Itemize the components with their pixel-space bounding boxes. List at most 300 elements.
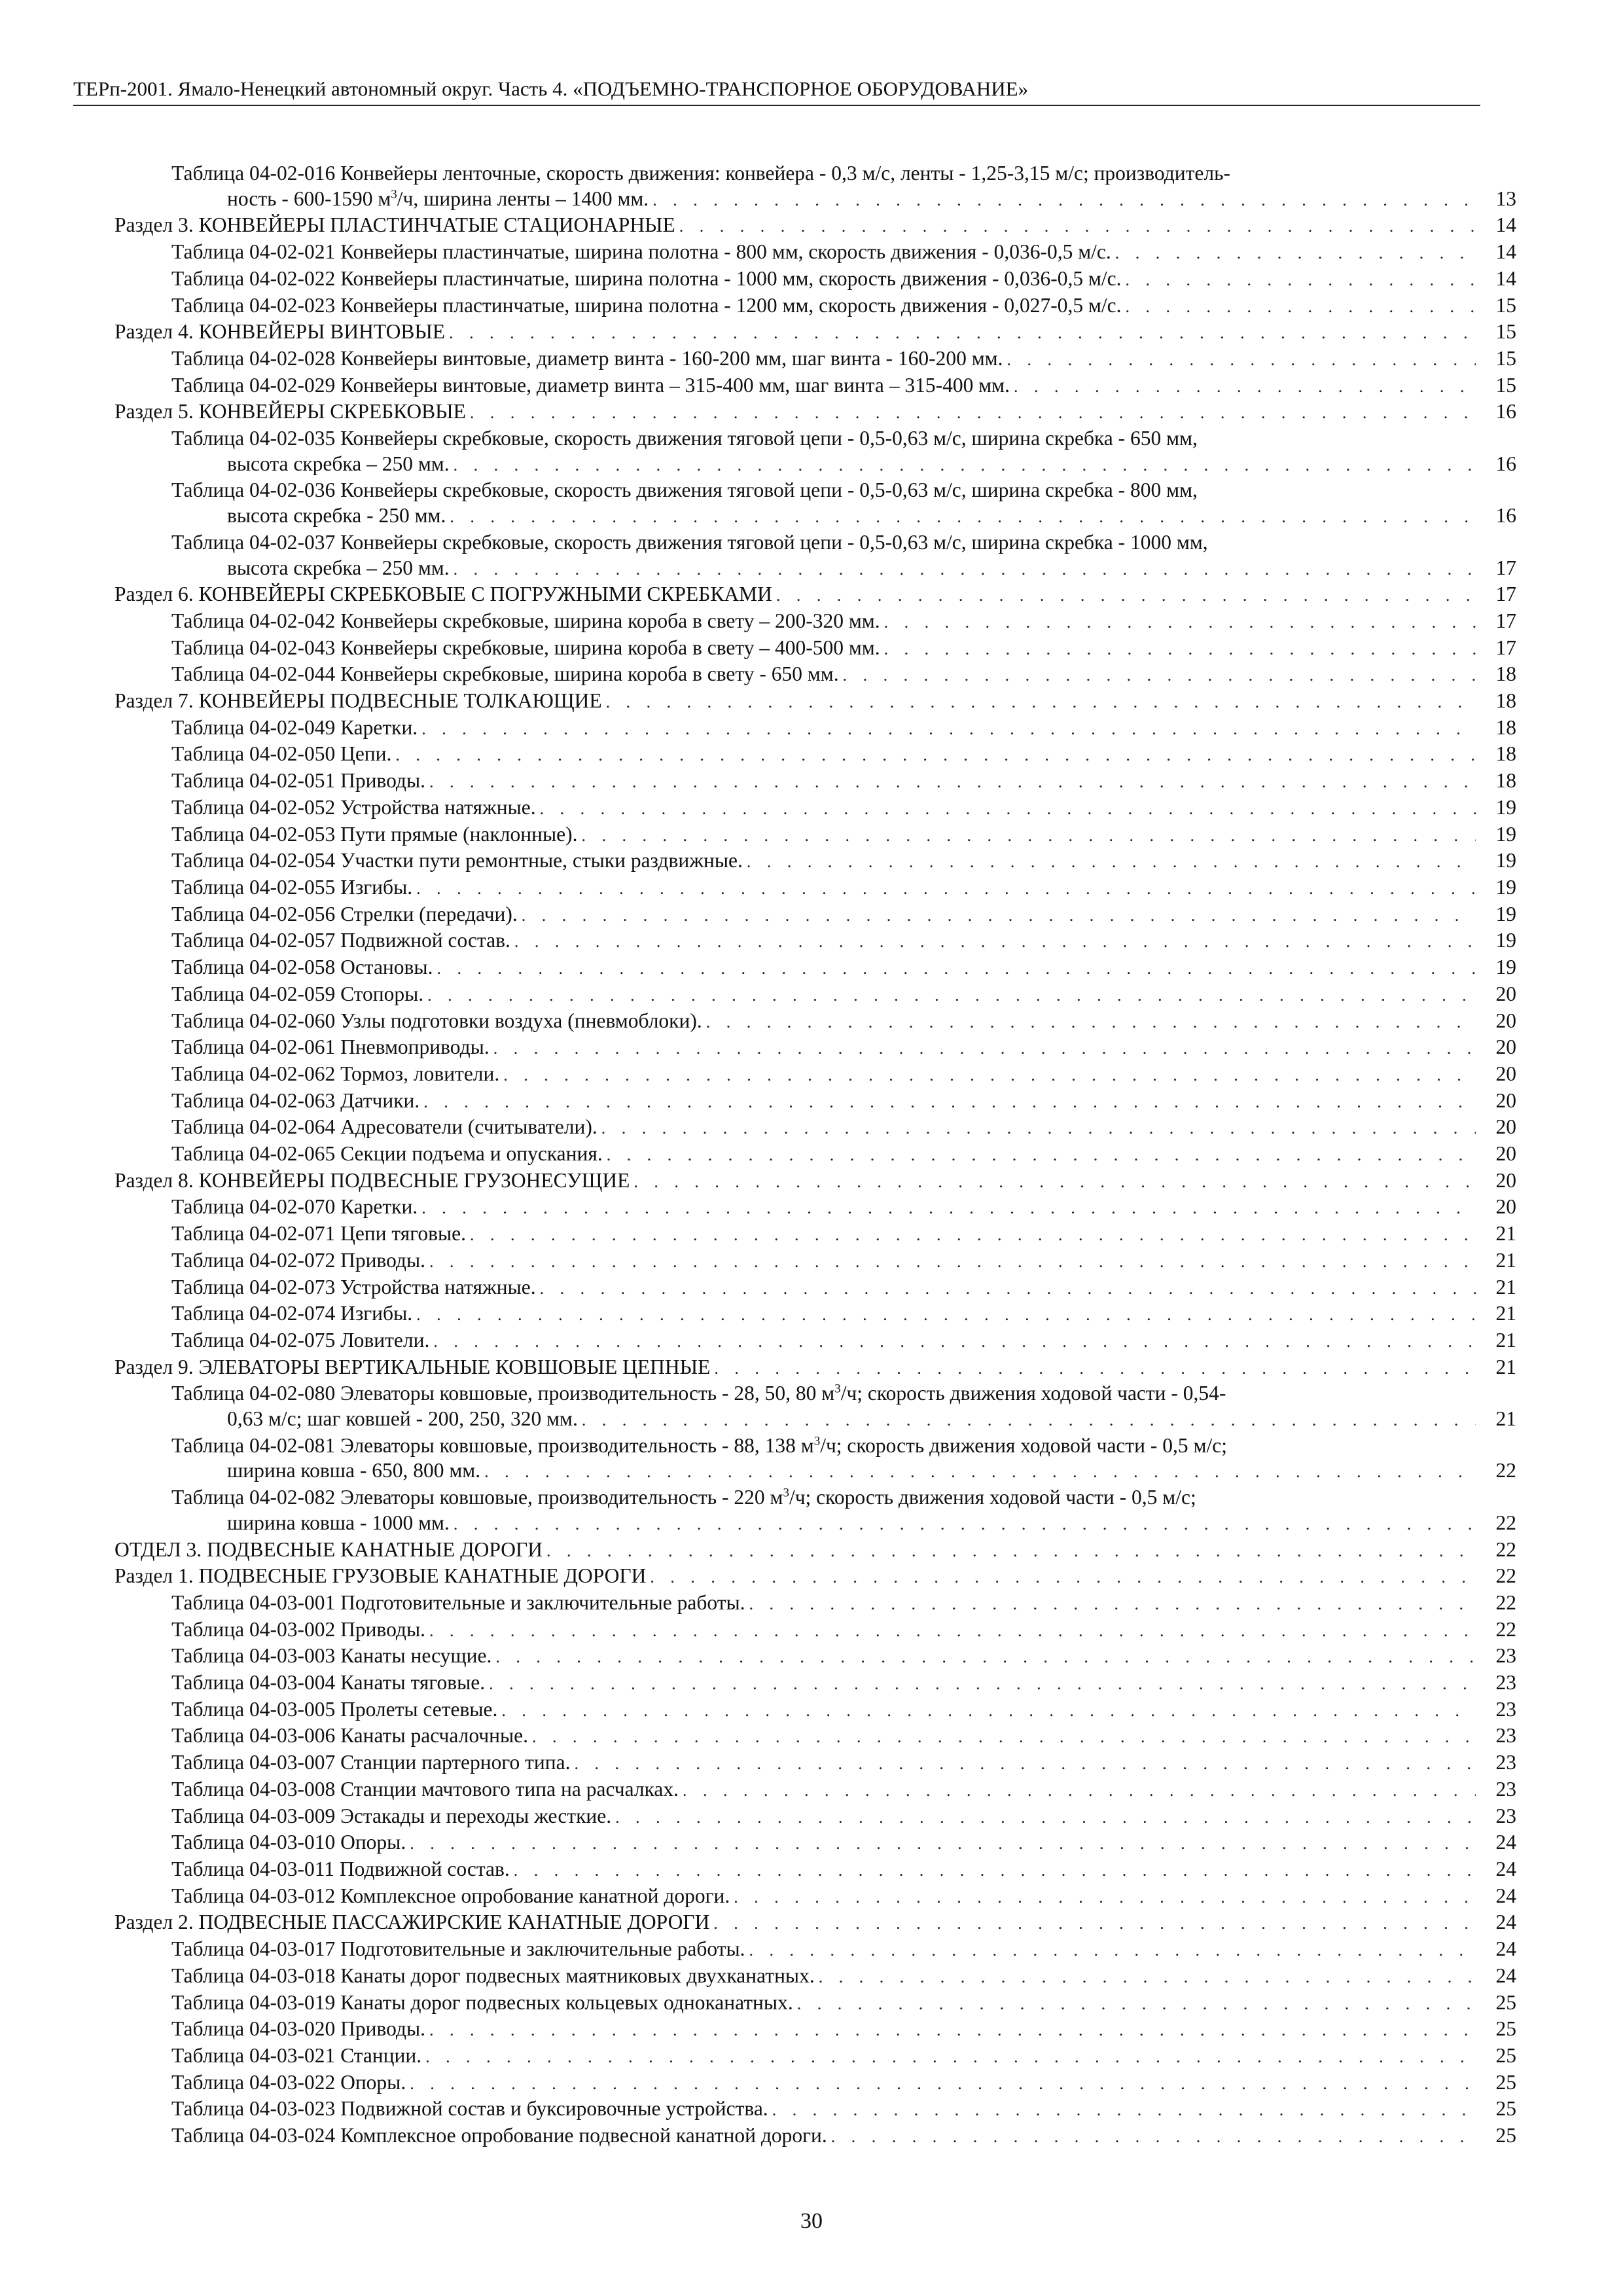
dot-leader bbox=[454, 453, 1476, 478]
page-ref: 23 bbox=[1495, 1644, 1516, 1668]
toc-table-entry[interactable] bbox=[115, 822, 1516, 849]
entry-first-line bbox=[171, 1381, 1516, 1407]
entry-text: Таблица 04-02-049 Каретки. bbox=[171, 715, 418, 739]
dot-leader bbox=[421, 1196, 1476, 1221]
entry-text: Таблица 04-02-035 Конвейеры скребковые, скорость движения тяговой цепи - 0,5-0,63 м/с, ширина скребка - 650 мм, bbox=[171, 427, 1198, 450]
toc-table-entry[interactable] bbox=[115, 2096, 1516, 2123]
entry-continuation bbox=[227, 452, 450, 477]
page-ref: 25 bbox=[1495, 2017, 1516, 2041]
toc-table-entry[interactable] bbox=[115, 955, 1516, 982]
toc-table-entry[interactable] bbox=[115, 1433, 1516, 1485]
entry-text: высота скребка – 250 мм. bbox=[227, 556, 450, 579]
toc-section-entry[interactable] bbox=[115, 213, 1516, 240]
dot-leader bbox=[429, 1249, 1476, 1275]
dot-leader bbox=[797, 1992, 1476, 2017]
dot-leader bbox=[652, 188, 1476, 213]
dot-leader bbox=[449, 321, 1476, 346]
page-ref: 22 bbox=[1495, 1564, 1516, 1588]
page-ref: 22 bbox=[1495, 1511, 1516, 1534]
page-ref: 24 bbox=[1495, 1884, 1516, 1907]
toc-table-entry[interactable] bbox=[115, 1275, 1516, 1302]
dot-leader bbox=[514, 1858, 1476, 1884]
page-ref: 18 bbox=[1495, 662, 1516, 686]
page-ref: 24 bbox=[1495, 1937, 1516, 1961]
entry-text: Таблица 04-03-005 Пролеты сетевые. bbox=[171, 1697, 498, 1721]
page-ref: 21 bbox=[1495, 1407, 1516, 1431]
entry-text: Таблица 04-02-072 Приводы. bbox=[171, 1248, 425, 1272]
toc-table-entry[interactable] bbox=[115, 636, 1516, 662]
page-ref: 16 bbox=[1495, 400, 1516, 423]
page-ref: 21 bbox=[1495, 1275, 1516, 1299]
toc-table-entry[interactable] bbox=[115, 1937, 1516, 1964]
toc-section-entry[interactable] bbox=[115, 1168, 1516, 1195]
entry-text: Раздел 3. КОНВЕЙЕРЫ ПЛАСТИНЧАТЫЕ СТАЦИОНАРНЫЕ bbox=[115, 213, 675, 237]
page-ref: 15 bbox=[1495, 293, 1516, 317]
page-ref: 15 bbox=[1495, 346, 1516, 370]
dot-leader bbox=[843, 663, 1476, 689]
dot-leader bbox=[540, 797, 1476, 822]
running-header: ТЕРп-2001. Ямало-Ненецкий автономный округ. Часть 4. «ПОДЪЕМНО-ТРАНСПОРНОЕ ОБОРУДОВАНИЕ» bbox=[73, 76, 1480, 106]
page-ref: 19 bbox=[1495, 956, 1516, 979]
page-ref: 14 bbox=[1495, 266, 1516, 290]
toc-table-entry[interactable] bbox=[115, 1590, 1516, 1617]
dot-leader bbox=[416, 876, 1476, 902]
dot-leader bbox=[454, 557, 1476, 583]
dot-leader bbox=[489, 1672, 1476, 1697]
entry-first-line bbox=[171, 161, 1516, 187]
dot-leader bbox=[1126, 295, 1476, 320]
page-number: 30 bbox=[800, 2209, 823, 2233]
page-ref: 20 bbox=[1495, 1115, 1516, 1139]
toc-table-entry[interactable] bbox=[115, 1830, 1516, 1857]
entry-text: Таблица 04-02-050 Цепи. bbox=[171, 742, 392, 766]
entry-text: Таблица 04-02-036 Конвейеры скребковые, скорость движения тяговой цепи - 0,5-0,63 м/с, ширина скребка - 800 мм, bbox=[171, 478, 1198, 502]
toc-table-entry[interactable] bbox=[115, 795, 1516, 822]
dot-leader bbox=[429, 2018, 1476, 2043]
toc-table-entry[interactable] bbox=[115, 426, 1516, 478]
entry-text: Таблица 04-02-061 Пневмоприводы. bbox=[171, 1035, 490, 1059]
toc-table-entry[interactable] bbox=[115, 1723, 1516, 1750]
entry-text: Таблица 04-02-059 Стопоры. bbox=[171, 982, 424, 1005]
page-ref: 24 bbox=[1495, 1831, 1516, 1854]
page-ref: 19 bbox=[1495, 849, 1516, 872]
entry-text: Таблица 04-03-003 Канаты несущие. bbox=[171, 1644, 492, 1668]
dot-leader bbox=[1007, 348, 1476, 373]
toc-table-entry[interactable] bbox=[115, 662, 1516, 689]
dot-leader bbox=[522, 903, 1476, 929]
entry-text: Таблица 04-02-021 Конвейеры пластинчатые, ширина полотна - 800 мм, скорость движения - 0,036-0,5 м/с. bbox=[171, 240, 1111, 264]
dot-leader bbox=[734, 1885, 1476, 1910]
entry-text: Таблица 04-03-021 Станции. bbox=[171, 2043, 422, 2067]
dot-leader bbox=[433, 1329, 1476, 1355]
entry-text: 0,63 м/с; шаг ковшей - 200, 250, 320 мм. bbox=[227, 1407, 578, 1431]
page-ref: 18 bbox=[1495, 689, 1516, 713]
dot-leader bbox=[454, 1512, 1476, 1537]
dot-leader bbox=[606, 690, 1476, 715]
page-ref: 19 bbox=[1495, 822, 1516, 846]
toc-table-entry[interactable] bbox=[115, 1804, 1516, 1831]
entry-text: ширина ковша - 1000 мм. bbox=[227, 1511, 450, 1534]
dot-leader bbox=[714, 1356, 1476, 1382]
toc-section-entry[interactable] bbox=[115, 1910, 1516, 1937]
toc-section-entry[interactable] bbox=[115, 582, 1516, 609]
entry-text: Таблица 04-02-029 Конвейеры винтовые, диаметр винта – 315-400 мм, шаг винта – 315-400 мм. bbox=[171, 373, 1010, 397]
dot-leader bbox=[574, 1751, 1476, 1777]
entry-continuation bbox=[227, 556, 450, 581]
entry-text: Таблица 04-02-054 Участки пути ремонтные, стыки раздвижные. bbox=[171, 849, 743, 872]
toc-table-entry[interactable] bbox=[115, 1248, 1516, 1275]
entry-text: Таблица 04-03-020 Приводы. bbox=[171, 2017, 425, 2041]
page-ref: 24 bbox=[1495, 1910, 1516, 1934]
page-ref: 20 bbox=[1495, 1088, 1516, 1112]
entry-text: Таблица 04-02-044 Конвейеры скребковые, ширина короба в свету - 650 мм. bbox=[171, 662, 839, 686]
dot-leader bbox=[650, 1565, 1476, 1590]
page-ref: 22 bbox=[1495, 1537, 1516, 1561]
page-ref: 20 bbox=[1495, 1195, 1516, 1219]
entry-text: Раздел 1. ПОДВЕСНЫЕ ГРУЗОВЫЕ КАНАТНЫЕ ДОРОГИ bbox=[115, 1564, 647, 1588]
entry-text: Таблица 04-02-071 Цепи тяговые. bbox=[171, 1222, 467, 1246]
toc-table-entry[interactable] bbox=[115, 2123, 1516, 2150]
page-ref: 24 bbox=[1495, 1964, 1516, 1987]
entry-text: Таблица 04-02-060 Узлы подготовки воздуха (пневмоблоки). bbox=[171, 1009, 702, 1032]
page-ref: 20 bbox=[1495, 1035, 1516, 1059]
entry-text: Таблица 04-02-082 Элеваторы ковшовые, производительность - 220 м bbox=[171, 1486, 783, 1509]
toc-table-entry[interactable] bbox=[115, 1115, 1516, 1141]
page-ref: 17 bbox=[1495, 636, 1516, 659]
entry-text: высота скребка – 250 мм. bbox=[227, 452, 450, 475]
entry-text: Таблица 04-03-008 Станции мачтового типа на расчалках. bbox=[171, 1777, 679, 1801]
page-ref: 19 bbox=[1495, 929, 1516, 952]
entry-first-line bbox=[171, 426, 1516, 452]
entry-text: ширина ковша - 650, 800 мм. bbox=[227, 1459, 481, 1482]
entry-text: Таблица 04-03-023 Подвижной состав и буксировочные устройства. bbox=[171, 2097, 768, 2121]
dot-leader bbox=[493, 1036, 1476, 1062]
toc-section-entry[interactable] bbox=[115, 1355, 1516, 1382]
page-ref: 25 bbox=[1495, 2097, 1516, 2121]
dot-leader bbox=[450, 505, 1476, 530]
entry-text: Таблица 04-02-058 Остановы. bbox=[171, 956, 433, 979]
entry-text: Таблица 04-02-051 Приводы. bbox=[171, 769, 425, 793]
table-of-contents bbox=[115, 161, 1516, 2150]
entry-continuation bbox=[227, 503, 446, 529]
page-ref: 19 bbox=[1495, 902, 1516, 925]
entry-text: Таблица 04-03-017 Подготовительные и заключительные работы. bbox=[171, 1937, 745, 1961]
dot-leader bbox=[503, 1063, 1476, 1088]
page-ref: 20 bbox=[1495, 1142, 1516, 1166]
entry-first-line bbox=[171, 530, 1516, 556]
dot-leader bbox=[425, 2045, 1476, 2070]
entry-text: Таблица 04-02-074 Изгибы. bbox=[171, 1302, 413, 1325]
entry-text: Таблица 04-02-055 Изгибы. bbox=[171, 875, 413, 899]
page-ref: 22 bbox=[1495, 1590, 1516, 1614]
toc-table-entry[interactable] bbox=[115, 1141, 1516, 1168]
page-ref: 18 bbox=[1495, 769, 1516, 793]
dot-leader bbox=[1115, 241, 1476, 266]
entry-text: Таблица 04-03-011 Подвижной состав. bbox=[171, 1857, 510, 1880]
dot-leader bbox=[470, 401, 1476, 426]
toc-table-entry[interactable] bbox=[115, 609, 1516, 636]
page-ref: 14 bbox=[1495, 240, 1516, 264]
toc-table-entry[interactable] bbox=[115, 1088, 1516, 1115]
dot-leader bbox=[582, 1408, 1476, 1433]
page-ref: 25 bbox=[1495, 2070, 1516, 2094]
toc-table-entry[interactable] bbox=[115, 1990, 1516, 2017]
toc-table-entry[interactable] bbox=[115, 240, 1516, 266]
entry-text: Таблица 04-03-024 Комплексное опробование подвесной канатной дороги. bbox=[171, 2124, 827, 2147]
toc-table-entry[interactable] bbox=[115, 1777, 1516, 1804]
toc-table-entry[interactable] bbox=[115, 2017, 1516, 2043]
entry-text: Таблица 04-02-063 Датчики. bbox=[171, 1088, 420, 1112]
entry-text: /ч, ширина ленты – 1400 мм. bbox=[397, 187, 649, 210]
page-ref: 21 bbox=[1495, 1248, 1516, 1272]
dot-leader bbox=[395, 743, 1476, 768]
entry-text: Таблица 04-02-081 Элеваторы ковшовые, производительность - 88, 138 м bbox=[171, 1433, 814, 1457]
entry-text: Раздел 9. ЭЛЕВАТОРЫ ВЕРТИКАЛЬНЫЕ КОВШОВЫЕ ЦЕПНЫЕ bbox=[115, 1355, 711, 1378]
toc-table-entry[interactable] bbox=[115, 293, 1516, 320]
page-ref: 15 bbox=[1495, 320, 1516, 344]
superscript: 3 bbox=[813, 1434, 821, 1448]
entry-text: Таблица 04-02-042 Конвейеры скребковые, ширина короба в свету – 200-320 мм. bbox=[171, 609, 880, 632]
page-ref: 25 bbox=[1495, 2124, 1516, 2147]
entry-continuation bbox=[227, 1407, 578, 1432]
entry-text: Таблица 04-02-062 Тормоз, ловители. bbox=[171, 1062, 500, 1085]
toc-table-entry[interactable] bbox=[115, 1035, 1516, 1062]
page-ref: 16 bbox=[1495, 452, 1516, 475]
dot-leader bbox=[495, 1645, 1476, 1670]
toc-table-entry[interactable] bbox=[115, 928, 1516, 955]
dot-leader bbox=[532, 1725, 1476, 1750]
toc-table-entry[interactable] bbox=[115, 1328, 1516, 1355]
dot-leader bbox=[581, 823, 1476, 849]
entry-text: Раздел 4. КОНВЕЙЕРЫ ВИНТОВЫЕ bbox=[115, 320, 446, 344]
toc-section-entry[interactable] bbox=[115, 319, 1516, 346]
dot-leader bbox=[514, 929, 1476, 955]
dot-leader bbox=[633, 1170, 1476, 1195]
entry-text: Таблица 04-03-012 Комплексное опробование канатной дороги. bbox=[171, 1884, 730, 1907]
page-ref: 19 bbox=[1495, 875, 1516, 899]
toc-table-entry[interactable] bbox=[115, 1857, 1516, 1884]
dot-leader bbox=[884, 610, 1476, 636]
toc-table-entry[interactable] bbox=[115, 1884, 1516, 1910]
superscript: 3 bbox=[834, 1382, 841, 1396]
toc-section-entry[interactable] bbox=[115, 1564, 1516, 1590]
entry-text: Таблица 04-02-037 Конвейеры скребковые, скорость движения тяговой цепи - 0,5-0,63 м/с, ширина скребка - 1000 мм, bbox=[171, 530, 1208, 554]
toc-table-entry[interactable] bbox=[115, 1062, 1516, 1088]
toc-table-entry[interactable] bbox=[115, 1697, 1516, 1724]
toc-table-entry[interactable] bbox=[115, 1964, 1516, 1990]
dot-leader bbox=[706, 1010, 1476, 1035]
dot-leader bbox=[429, 1619, 1476, 1644]
dot-leader bbox=[416, 1302, 1476, 1328]
page-ref: 25 bbox=[1495, 1990, 1516, 2014]
dot-leader bbox=[615, 1805, 1476, 1831]
toc-table-entry[interactable] bbox=[115, 1750, 1516, 1777]
entry-text: Таблица 04-02-064 Адресователи (считыватели). bbox=[171, 1115, 597, 1139]
entry-first-line bbox=[171, 478, 1516, 503]
entry-first-line bbox=[171, 1485, 1516, 1511]
dot-leader bbox=[679, 214, 1476, 240]
toc-table-entry[interactable] bbox=[115, 768, 1516, 795]
toc-table-entry[interactable] bbox=[115, 1009, 1516, 1035]
toc-table-entry[interactable] bbox=[115, 1221, 1516, 1248]
dot-leader bbox=[831, 2125, 1476, 2150]
dot-leader bbox=[423, 1090, 1476, 1115]
entry-text: Таблица 04-02-080 Элеваторы ковшовые, производительность - 28, 50, 80 м bbox=[171, 1382, 835, 1405]
dot-leader bbox=[772, 2098, 1476, 2123]
entry-text: Таблица 04-02-065 Секции подъема и опускания. bbox=[171, 1142, 603, 1166]
page-ref: 20 bbox=[1495, 982, 1516, 1005]
entry-continuation bbox=[227, 1458, 480, 1484]
entry-text: Таблица 04-03-002 Приводы. bbox=[171, 1617, 425, 1641]
entry-text: ОТДЕЛ 3. ПОДВЕСНЫЕ КАНАТНЫЕ ДОРОГИ bbox=[115, 1537, 543, 1561]
dot-leader bbox=[776, 583, 1476, 609]
toc-section-entry[interactable] bbox=[115, 689, 1516, 715]
toc-table-entry[interactable] bbox=[115, 266, 1516, 293]
toc-table-entry[interactable] bbox=[115, 1670, 1516, 1697]
toc-table-entry[interactable] bbox=[115, 530, 1516, 582]
page-ref: 23 bbox=[1495, 1751, 1516, 1774]
page-ref: 14 bbox=[1495, 213, 1516, 237]
entry-text: /ч; скорость движения ходовой части - 0,54- bbox=[840, 1382, 1226, 1405]
entry-text: /ч; скорость движения ходовой части - 0,5 м/с; bbox=[820, 1433, 1227, 1457]
dot-leader bbox=[410, 1831, 1476, 1857]
dot-leader bbox=[747, 850, 1476, 875]
entry-text: Таблица 04-03-018 Канаты дорог подвесных маятниковых двухканатных. bbox=[171, 1964, 815, 1987]
dot-leader bbox=[410, 2072, 1476, 2097]
entry-text: Раздел 7. КОНВЕЙЕРЫ ПОДВЕСНЫЕ ТОЛКАЮЩИЕ bbox=[115, 689, 602, 713]
toc-table-entry[interactable] bbox=[115, 2043, 1516, 2070]
entry-continuation bbox=[227, 187, 649, 212]
entry-first-line bbox=[171, 1433, 1516, 1459]
toc-table-entry[interactable] bbox=[115, 346, 1516, 373]
page-ref: 20 bbox=[1495, 1168, 1516, 1192]
page-ref: 21 bbox=[1495, 1355, 1516, 1378]
page-ref: 23 bbox=[1495, 1804, 1516, 1827]
entry-text: Таблица 04-02-052 Устройства натяжные. bbox=[171, 795, 536, 819]
page-ref: 23 bbox=[1495, 1671, 1516, 1695]
entry-text: Таблица 04-02-073 Устройства натяжные. bbox=[171, 1275, 536, 1299]
dot-leader bbox=[1126, 268, 1476, 293]
entry-text: ность - 600-1590 м bbox=[227, 187, 391, 210]
toc-table-entry[interactable] bbox=[115, 875, 1516, 902]
page-ref: 16 bbox=[1495, 504, 1516, 528]
toc-table-entry[interactable] bbox=[115, 2070, 1516, 2097]
page-ref: 18 bbox=[1495, 742, 1516, 766]
entry-text: Раздел 5. КОНВЕЙЕРЫ СКРЕБКОВЫЕ bbox=[115, 400, 466, 423]
page-ref: 23 bbox=[1495, 1724, 1516, 1748]
page-ref: 21 bbox=[1495, 1328, 1516, 1352]
page-ref: 23 bbox=[1495, 1697, 1516, 1721]
toc-table-entry[interactable] bbox=[115, 1194, 1516, 1221]
entry-text: Таблица 04-03-001 Подготовительные и заключительные работы. bbox=[171, 1590, 745, 1614]
entry-text: /ч; скорость движения ходовой части - 0,5 м/с; bbox=[789, 1486, 1196, 1509]
entry-text: Раздел 2. ПОДВЕСНЫЕ ПАССАЖИРСКИЕ КАНАТНЫЕ ДОРОГИ bbox=[115, 1910, 710, 1934]
dot-leader bbox=[749, 1592, 1476, 1617]
dot-leader bbox=[1014, 374, 1476, 400]
dot-leader bbox=[501, 1698, 1476, 1724]
page-ref: 17 bbox=[1495, 556, 1516, 579]
entry-text: Таблица 04-02-053 Пути прямые (наклонные). bbox=[171, 822, 578, 846]
entry-text: Таблица 04-02-057 Подвижной состав. bbox=[171, 929, 510, 952]
toc-table-entry[interactable] bbox=[115, 902, 1516, 929]
entry-text: Таблица 04-02-056 Стрелки (передачи). bbox=[171, 902, 518, 925]
page-ref: 20 bbox=[1495, 1062, 1516, 1085]
superscript: 3 bbox=[391, 187, 397, 202]
entry-text: Таблица 04-03-004 Канаты тяговые. bbox=[171, 1671, 486, 1695]
dot-leader bbox=[540, 1276, 1476, 1302]
page-ref: 17 bbox=[1495, 609, 1516, 632]
entry-text: Таблица 04-02-075 Ловители. bbox=[171, 1328, 430, 1352]
entry-text: Таблица 04-03-009 Эстакады и переходы жесткие. bbox=[171, 1804, 612, 1827]
entry-text: Таблица 04-02-023 Конвейеры пластинчатые, ширина полотна - 1200 мм, скорость движения - 0,027-0,5 м/с. bbox=[171, 293, 1122, 317]
entry-text: Таблица 04-03-006 Канаты расчалочные. bbox=[171, 1724, 529, 1748]
toc-table-entry[interactable] bbox=[115, 373, 1516, 400]
page-ref: 15 bbox=[1495, 373, 1516, 397]
dot-leader bbox=[484, 1460, 1476, 1485]
entry-text: Таблица 04-02-070 Каретки. bbox=[171, 1195, 418, 1219]
page-ref: 17 bbox=[1495, 583, 1516, 606]
entry-text: Таблица 04-03-019 Канаты дорог подвесных кольцевых одноканатных. bbox=[171, 1990, 793, 2014]
page-ref: 20 bbox=[1495, 1009, 1516, 1032]
dot-leader bbox=[546, 1539, 1476, 1564]
toc-table-entry[interactable] bbox=[115, 161, 1516, 213]
dot-leader bbox=[429, 770, 1476, 795]
page-ref: 25 bbox=[1495, 2043, 1516, 2067]
dot-leader bbox=[601, 1116, 1476, 1141]
page-ref: 18 bbox=[1495, 715, 1516, 739]
dot-leader bbox=[427, 983, 1476, 1009]
dot-leader bbox=[607, 1143, 1476, 1168]
dot-leader bbox=[470, 1223, 1476, 1248]
page-ref: 23 bbox=[1495, 1777, 1516, 1801]
dot-leader bbox=[819, 1965, 1476, 1990]
entry-text: Раздел 8. КОНВЕЙЕРЫ ПОДВЕСНЫЕ ГРУЗОНЕСУЩИЕ bbox=[115, 1168, 630, 1192]
entry-text: Таблица 04-03-007 Станции партерного типа. bbox=[171, 1751, 571, 1774]
dot-leader bbox=[713, 1911, 1476, 1937]
toc-table-entry[interactable] bbox=[115, 1381, 1516, 1433]
page-ref: 19 bbox=[1495, 795, 1516, 819]
entry-continuation bbox=[227, 1511, 450, 1536]
toc-table-entry[interactable] bbox=[115, 848, 1516, 875]
toc-table-entry[interactable] bbox=[115, 742, 1516, 768]
toc-table-entry[interactable] bbox=[115, 1643, 1516, 1670]
dot-leader bbox=[683, 1778, 1476, 1804]
toc-table-entry[interactable] bbox=[115, 1301, 1516, 1328]
page-ref: 22 bbox=[1495, 1617, 1516, 1641]
toc-section-entry[interactable] bbox=[115, 1537, 1516, 1564]
toc-table-entry[interactable] bbox=[115, 478, 1516, 529]
toc-table-entry[interactable] bbox=[115, 982, 1516, 1009]
toc-table-entry[interactable] bbox=[115, 1485, 1516, 1537]
entry-text: Таблица 04-02-022 Конвейеры пластинчатые, ширина полотна - 1000 мм, скорость движения - 0,036-0,5 м/с. bbox=[171, 266, 1122, 290]
entry-text: Таблица 04-02-016 Конвейеры ленточные, скорость движения: конвейера - 0,3 м/с, ленты - 1,25-3,15 м/с; производитель- bbox=[171, 162, 1230, 185]
page-ref: 22 bbox=[1495, 1459, 1516, 1482]
dot-leader bbox=[421, 717, 1476, 742]
superscript: 3 bbox=[783, 1486, 789, 1500]
toc-section-entry[interactable] bbox=[115, 399, 1516, 426]
toc-table-entry[interactable] bbox=[115, 1617, 1516, 1644]
page-ref: 21 bbox=[1495, 1302, 1516, 1325]
dot-leader bbox=[749, 1938, 1476, 1964]
dot-leader bbox=[437, 956, 1476, 982]
dot-leader bbox=[884, 637, 1476, 662]
entry-text: Таблица 04-02-028 Конвейеры винтовые, диаметр винта - 160-200 мм, шаг винта - 160-200 мм. bbox=[171, 346, 1003, 370]
entry-text: Раздел 6. КОНВЕЙЕРЫ СКРЕБКОВЫЕ С ПОГРУЖНЫМИ СКРЕБКАМИ bbox=[115, 583, 772, 606]
page-ref: 24 bbox=[1495, 1857, 1516, 1880]
entry-text: Таблица 04-03-010 Опоры. bbox=[171, 1831, 406, 1854]
toc-table-entry[interactable] bbox=[115, 715, 1516, 742]
page-ref: 13 bbox=[1495, 187, 1516, 210]
